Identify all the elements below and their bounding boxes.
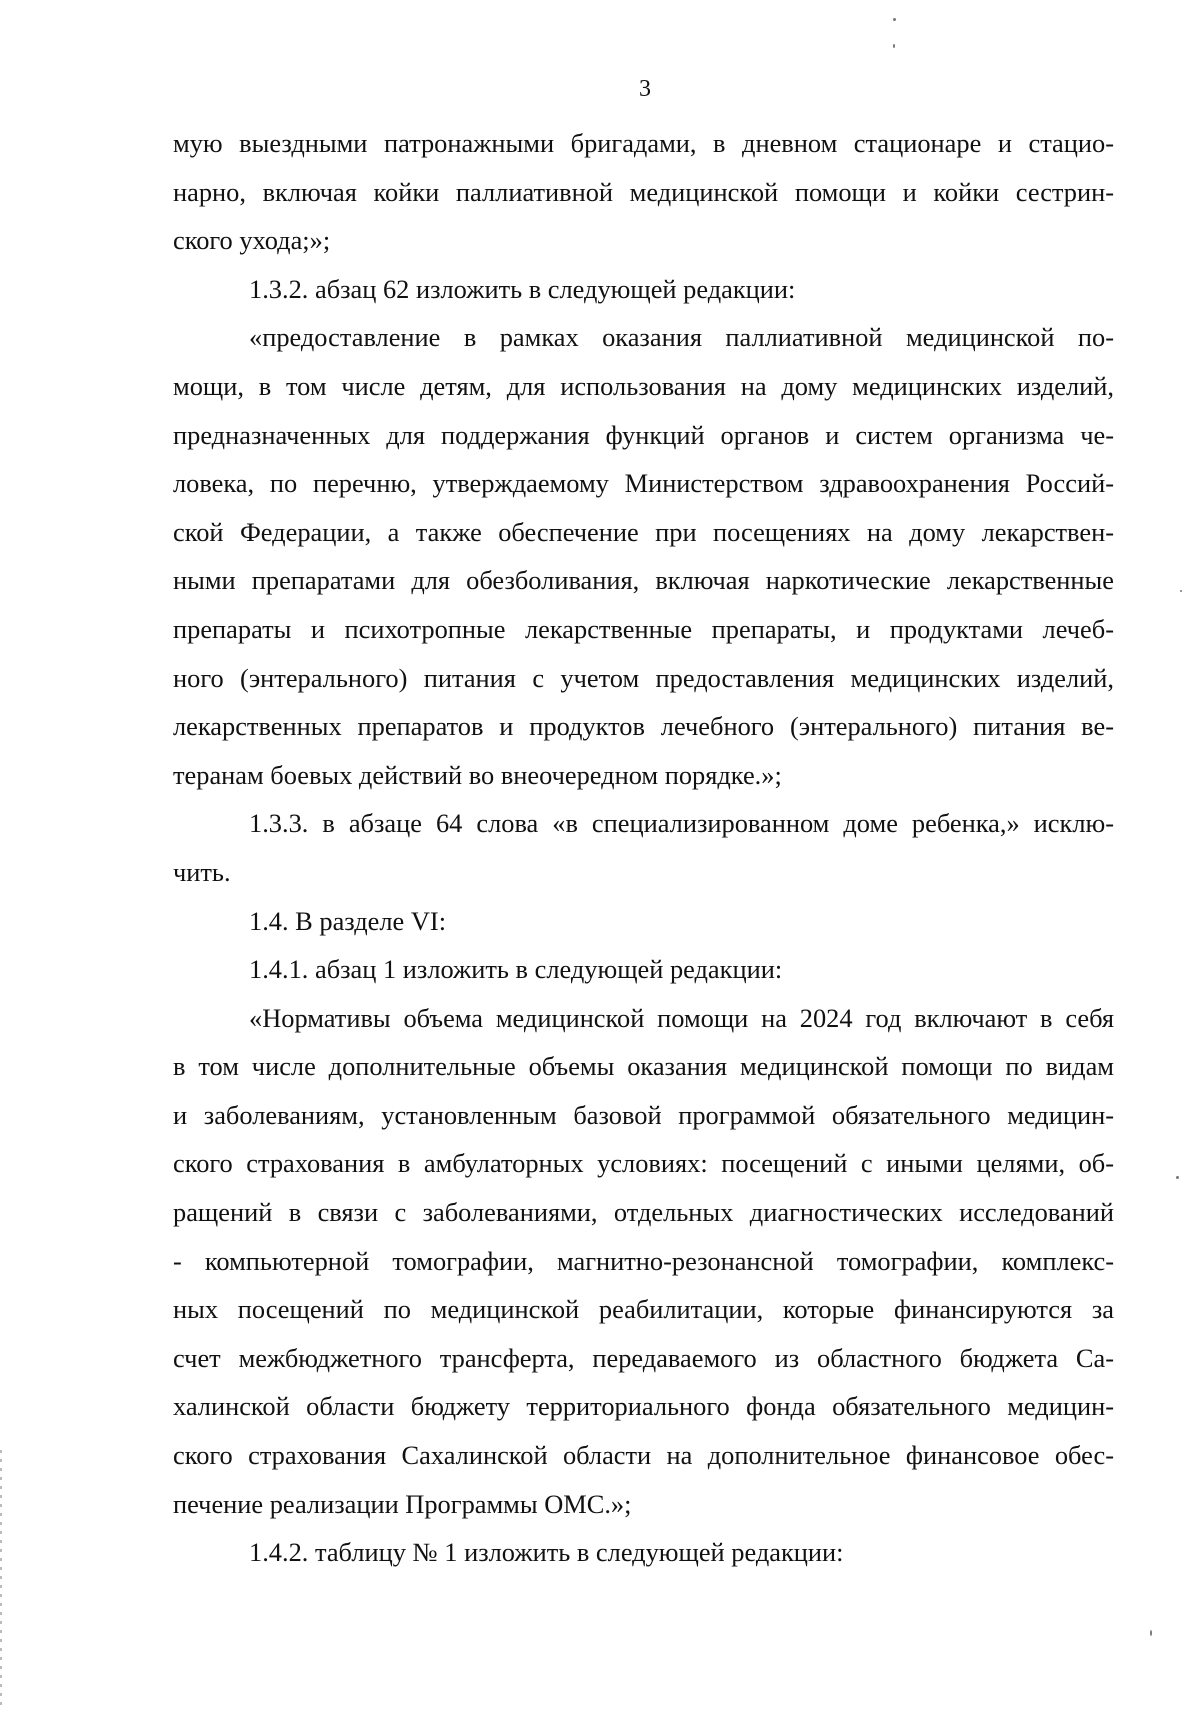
text-line: 1.4.1. абзац 1 изложить в следующей редакции: [249,954,783,985]
text-line: ращений в связи с заболеваниями, отдельных диагностических исследований [173,1197,1114,1228]
text-line: препараты и психотропные лекарственные препараты, и продуктами лечеб- [173,613,1114,644]
text-line: 1.4.2. таблицу № 1 изложить в следующей редакции: [249,1537,844,1568]
paragraph [173,945,1114,994]
text-line: ных посещений по медицинской реабилитации, которые финансируются за [173,1294,1114,1325]
paragraph [173,897,1114,946]
text-line: чить. [173,856,231,887]
text-line: 1.3.2. абзац 62 изложить в следующей редакции: [249,273,796,304]
text-line: в том числе дополнительные объемы оказания медицинской помощи по видам [173,1051,1114,1082]
scan-speck [1150,1630,1152,1636]
text-line: ского страхования в амбулаторных условиях: посещений с иными целями, об- [173,1148,1114,1179]
paragraph [173,119,1114,265]
text-line: - компьютерной томографии, магнитно-резонансной томографии, комплекс- [173,1245,1114,1276]
text-line: предназначенных для поддержания функций органов и систем организма че- [173,419,1114,450]
text-line: печение реализации Программы ОМС.»; [173,1488,632,1519]
text-line: ного (энтерального) питания с учетом предоставления медицинских изделий, [173,662,1114,693]
text-line: «Нормативы объема медицинской помощи на 2024 год включают в себя [249,1002,1114,1033]
scan-speck [893,18,896,21]
text-line: «предоставление в рамках оказания паллиативной медицинской по- [249,322,1114,353]
text-line: 1.3.3. в абзаце 64 слова «в специализированном доме ребенка,» исклю- [249,808,1114,839]
text-line: лекарственных препаратов и продуктов лечебного (энтерального) питания ве- [173,711,1114,742]
scan-speck [1180,590,1182,592]
text-line: мую выездными патронажными бригадами, в дневном стационаре и стацио- [173,128,1114,158]
document-body [173,119,1114,1577]
scan-edge-artifact [0,1450,2,1711]
text-line: мощи, в том числе детям, для использования на дому медицинских изделий, [173,370,1114,401]
scan-speck [1176,1176,1179,1179]
scan-speck [893,44,895,48]
paragraph [173,799,1114,896]
text-line: теранам боевых действий во внеочередном порядке.»; [173,759,782,790]
text-line: и заболеваниям, установленным базовой программой обязательного медицин- [173,1099,1114,1130]
page-number: 3 [639,76,651,102]
text-line: халинской области бюджету территориального фонда обязательного медицин- [173,1391,1114,1422]
text-line: счет межбюджетного трансферта, передаваемого из областного бюджета Са- [173,1342,1114,1373]
text-line: ского ухода;»; [173,225,331,256]
paragraph [173,1528,1114,1577]
text-line: нарно, включая койки паллиативной медицинской помощи и койки сестрин- [173,176,1114,207]
paragraph [173,994,1114,1529]
text-line: ской Федерации, а также обеспечение при посещениях на дому лекарствен- [173,516,1114,547]
paragraph [173,313,1114,799]
text-line: ными препаратами для обезболивания, включая наркотические лекарственные [173,565,1114,596]
text-line: ловека, по перечню, утверждаемому Министерством здравоохранения Россий- [173,468,1114,499]
text-line: 1.4. В разделе VI: [249,905,447,936]
paragraph [173,265,1114,314]
text-line: ского страхования Сахалинской области на дополнительное финансовое обес- [173,1440,1114,1471]
